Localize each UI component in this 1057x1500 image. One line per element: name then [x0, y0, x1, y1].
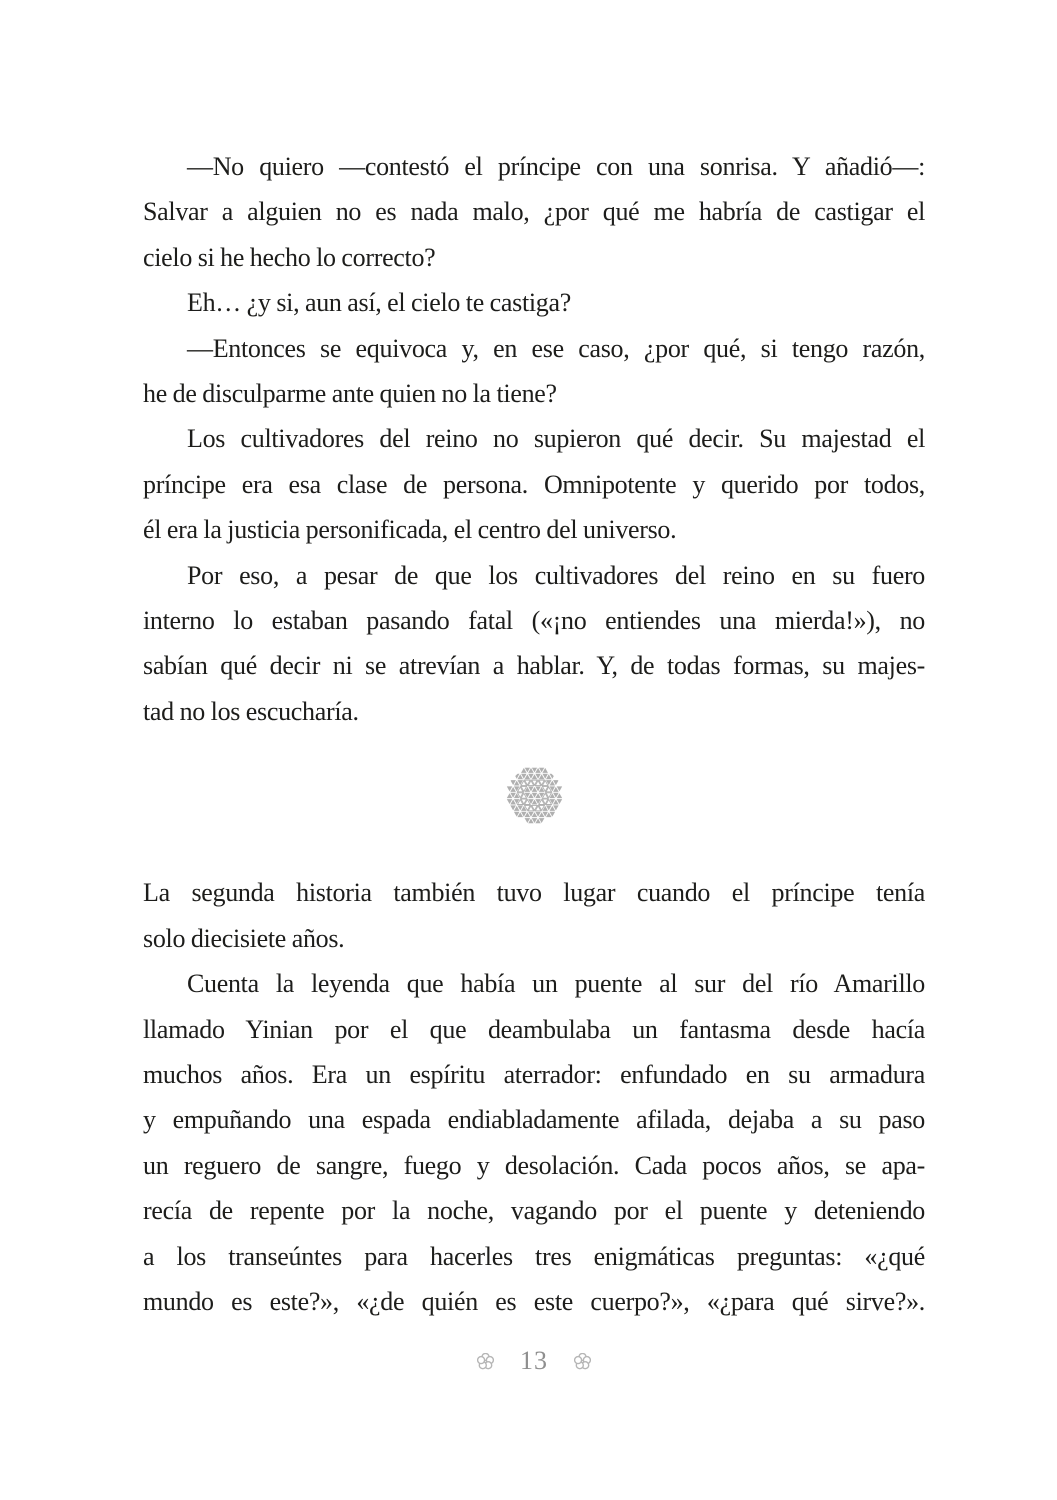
text-line: Los cultivadores del reino no supieron qué decir. Su majestad el	[187, 424, 925, 454]
text-line: La segunda historia también tuvo lugar cuando el príncipe tenía	[143, 878, 925, 908]
paragraph	[143, 961, 925, 1324]
text-line: a los transeúntes para hacerles tres enigmáticas preguntas: «¿qué	[143, 1241, 925, 1271]
text-column	[143, 144, 925, 1324]
text-line: sabían qué decir ni se atrevían a hablar. Y, de todas formas, su majes-	[143, 651, 925, 681]
text-line: Salvar a alguien no es nada malo, ¿por qué me habría de castigar el	[143, 197, 925, 227]
text-line: llamado Yinian por el que deambulaba un fantasma desde hacía	[143, 1014, 925, 1044]
text-line: —Entonces se equivoca y, en ese caso, ¿por qué, si tengo razón,	[187, 333, 925, 363]
paragraph	[143, 553, 925, 735]
text-line: príncipe era esa clase de persona. Omnipotente y querido por todos,	[143, 469, 925, 499]
text-line: interno lo estaban pasando fatal («¡no entiendes una mierda!»), no	[143, 606, 925, 636]
scene-break	[143, 734, 925, 870]
text-line: tad no los escucharía.	[143, 696, 359, 726]
text-line: cielo si he hecho lo correcto?	[143, 242, 436, 272]
text-line: él era la justicia personificada, el centro del universo.	[143, 515, 677, 545]
text-line: y empuñando una espada endiabladamente afilada, dejaba a su paso	[143, 1105, 925, 1135]
paragraph	[143, 870, 925, 961]
text-line: Eh… ¿y si, aun así, el cielo te castiga?	[187, 288, 571, 318]
paragraph	[143, 144, 925, 280]
text-line: solo diecisiete años.	[143, 923, 345, 953]
text-line: Por eso, a pesar de que los cultivadores del reino en su fuero	[187, 560, 925, 590]
text-line: muchos años. Era un espíritu aterrador: enfundado en su armadura	[143, 1059, 925, 1089]
page-number: 13	[520, 1346, 548, 1375]
text-line: mundo es este?», «¿de quién es este cuerpo?», «¿para qué sirve?».	[143, 1286, 925, 1316]
paragraph	[143, 280, 925, 325]
text-line: —No quiero —contestó el príncipe con una sonrisa. Y añadió—:	[187, 152, 925, 181]
flower-ornament-icon	[477, 1353, 494, 1370]
flower-ornament-icon	[574, 1353, 591, 1370]
rosette-ornament-icon	[506, 767, 563, 838]
text-line: un reguero de sangre, fuego y desolación. Cada pocos años, se apa-	[143, 1150, 925, 1180]
paragraph	[143, 416, 925, 552]
paragraph	[143, 326, 925, 417]
text-line: recía de repente por la noche, vagando por el puente y deteniendo	[143, 1196, 925, 1226]
text-line: Cuenta la leyenda que había un puente al sur del río Amarillo	[187, 969, 925, 999]
text-line: he de disculparme ante quien no la tiene?	[143, 379, 557, 409]
page-footer	[143, 1346, 925, 1376]
